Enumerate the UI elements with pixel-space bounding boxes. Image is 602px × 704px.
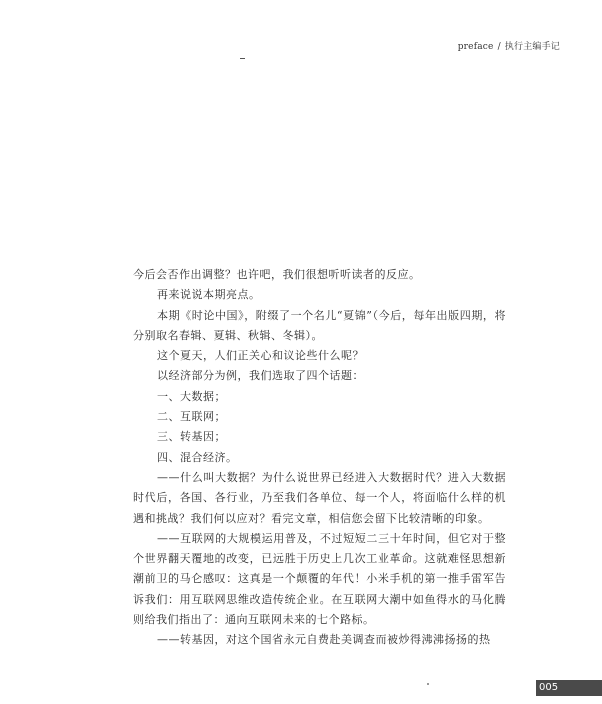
paragraph: 二、互联网；	[157, 410, 226, 424]
paragraph: 这个夏天，人们正关心和议论些什么呢？	[157, 349, 364, 363]
running-header	[458, 39, 560, 52]
header-title: 执行主编手记	[504, 42, 560, 52]
body-text	[133, 265, 506, 651]
page-number: 005	[536, 680, 602, 696]
paragraph: 今后会否作出调整？也许吧，我们很想听听读者的反应。	[133, 268, 421, 281]
paragraph: 四、混合经济。	[157, 450, 238, 464]
paragraph: 一、大数据；	[157, 389, 226, 403]
paragraph: 以经济部分为例，我们选取了四个话题：	[157, 369, 364, 383]
paragraph: 本期《时论中国》，附缀了一个名儿“夏锦”（今后，每年出版四期，将分别取名春辑、夏辑、秋辑、冬辑）。	[133, 308, 506, 342]
scan-dot	[427, 683, 429, 685]
scan-mark	[240, 58, 245, 59]
paragraph: ——互联网的大规模运用普及，不过短短二三十年时间，但它对于整个世界翻天覆地的改变，已远胜于历史上几次工业革命。这就难怪思想新潮前卫的马仑感叹：这真是一个颠覆的年代！小米手机的第一推手雷军告诉我们：用互联网思维改造传统企业。在互联网大潮中如鱼得水的马化腾则给我们指出了：通向互联网未来的七个路标。	[133, 531, 506, 627]
header-separator: /	[497, 42, 501, 52]
paragraph: ——什么叫大数据？为什么说世界已经进入大数据时代？进入大数据时代后，各国、各行业，乃至我们各单位、每一个人，将面临什么样的机遇和挑战？我们何以应对？看完文章，相信您会留下比较清晰的印象。	[133, 470, 506, 525]
paragraph: ——转基因，对这个国省永元自费赴美调查而被炒得沸沸扬扬的热	[157, 633, 491, 647]
paragraph: 再来说说本期亮点。	[157, 288, 261, 302]
paragraph: 三、转基因；	[157, 430, 226, 444]
header-section: preface	[457, 42, 494, 52]
